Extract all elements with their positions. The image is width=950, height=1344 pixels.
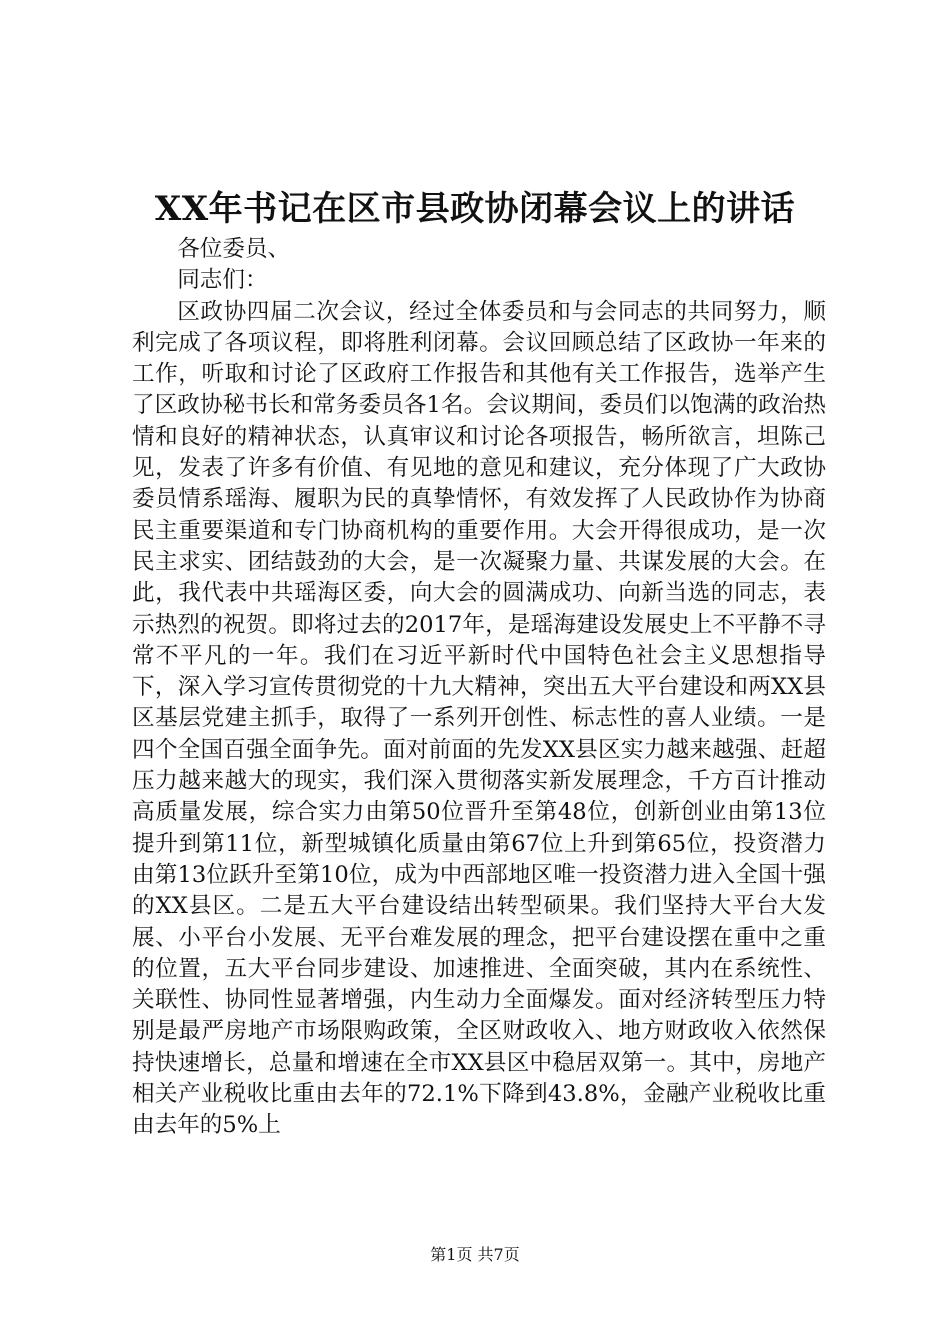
salutation-line-1: 各位委员、: [177, 236, 291, 262]
document-body: [132, 234, 826, 1142]
salutation-line-2: 同志们：: [177, 267, 268, 294]
document-title: XX年书记在区市县政协闭幕会议上的讲话: [154, 189, 796, 229]
body-paragraph: 区政协四届二次会议，经过全体委员和与会同志的共同努力，顺利完成了各项议程，即将胜利闭幕。会议回顾总结了区政协一年来的工作，听取和讨论了区政府工作报告和其他有关工作报告，选举产生了区政协秘书长和常务委员各1名。会议期间，委员们以饱满的政治热情和良好的精神状态，认真审议和讨论各项报告，畅所欲言，坦陈己见，发表了许多有价值、有见地的意见和建议，充分体现了广大政协委员情系瑶海、履职为民的真挚情怀，有效发挥了人民政协作为协商民主重要渠道和专门协商机构的重要作用。大会开得很成功，是一次民主求实、团结鼓劲的大会，是一次凝聚力量、共谋发展的大会。在此，我代表中共瑶海区委，向大会的圆满成功、向新当选的同志，表示热烈的祝贺。即将过去的2017年，是瑶海建设发展史上不平静不寻常不平凡的一年。我们在习近平新时代中国特色社会主义思想指导下，深入学习宣传贯彻党的十九大精神，突出五大平台建设和两XX县区基层党建主抓手，取得了一系列开创性、标志性的喜人业绩。一是四个全国百强全面争先。面对前面的先发XX县区实力越来越强、赶超压力越来越大的现实，我们深入贯彻落实新发展理念，千方百计推动高质量发展，综合实力由第50位晋升至第48位，创新创业由第13位提升到第11位，新型城镇化质量由第67位上升到第65位，投资潜力由第13位跃升至第10位，成为中西部地区唯一投资潜力进入全国十强的XX县区。二是五大平台建设结出转型硕果。我们坚持大平台大发展、小平台小发展、无平台难发展的理念，把平台建设摆在重中之重的位置，五大平台同步建设、加速推进、全面突破，其内在系统性、关联性、协同性显著增强，内生动力全面爆发。面对经济转型压力特别是最严房地产市场限购政策，全区财政收入、地方财政收入依然保持快速增长，总量和增速在全市XX县区中稳居双第一。其中，房地产相关产业税收比重由去年的72.1%下降到43.8%，金融产业税收比重由去年的5%上: [132, 298, 826, 1139]
page-footer: 第1页 共7页: [430, 1245, 520, 1264]
